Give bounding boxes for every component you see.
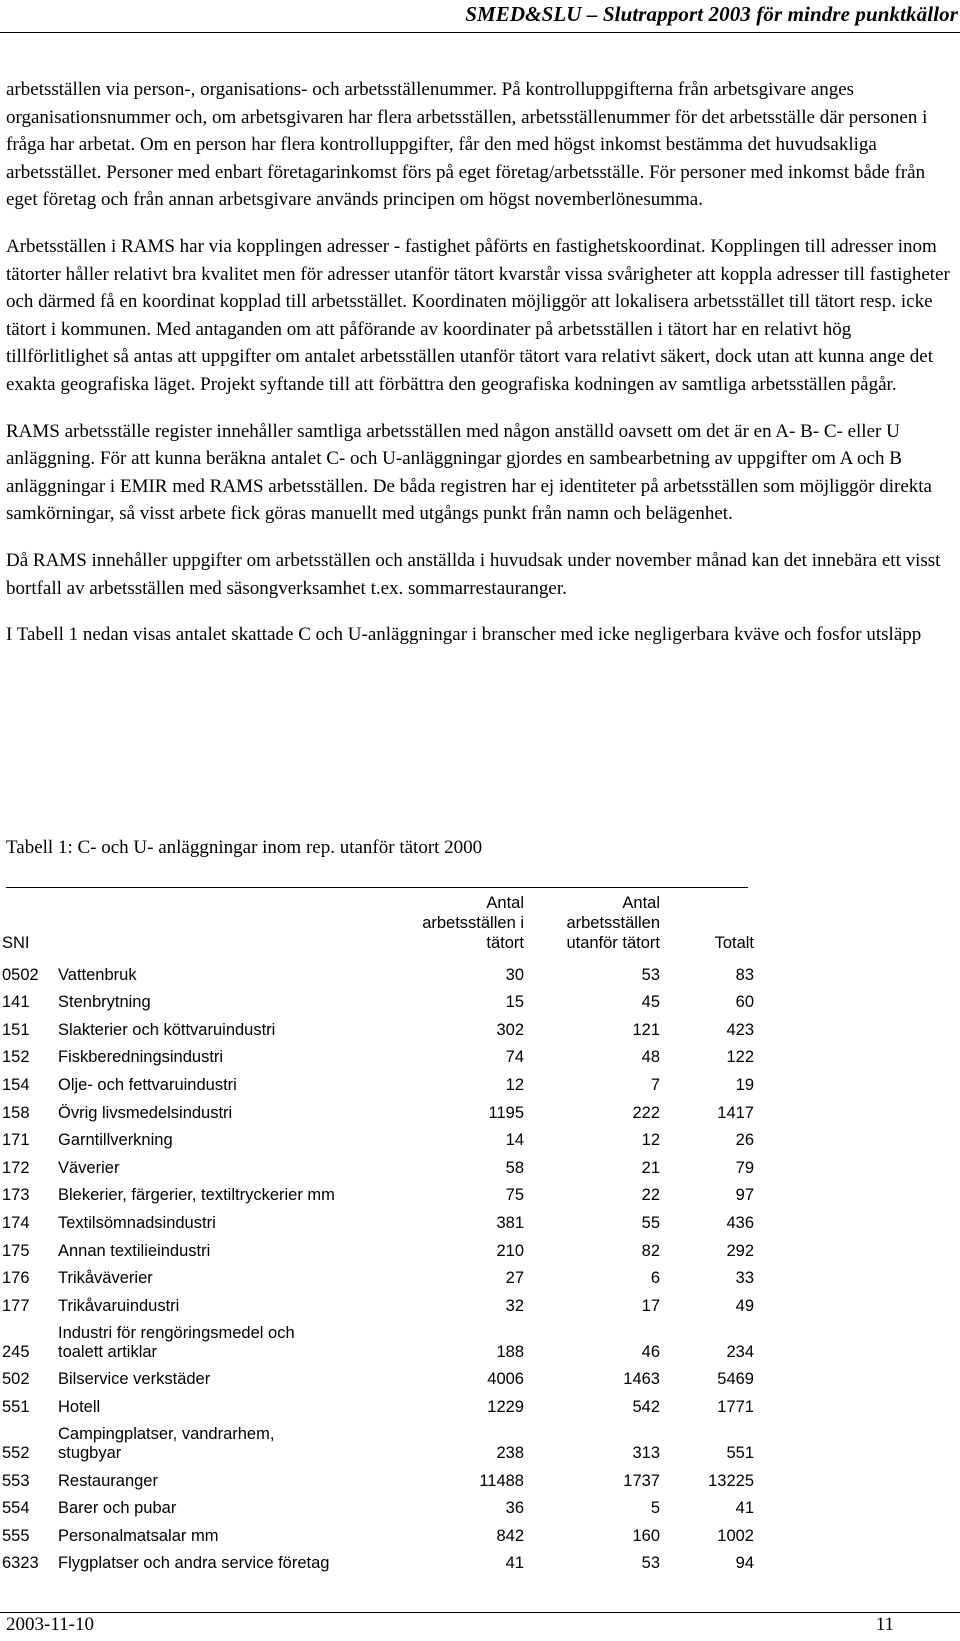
cell-total: 13225 <box>708 1471 754 1490</box>
cell-out: 22 <box>641 1186 660 1205</box>
cell-in: 32 <box>505 1296 524 1315</box>
paragraph-5: I Tabell 1 nedan visas antalet skattade C och U-anläggningar i branscher med icke negligerbara kväve och fosfor utsläpp <box>6 624 922 646</box>
cell-sni: 154 <box>2 1075 30 1094</box>
cell-sni: 502 <box>2 1370 30 1389</box>
table-row <box>2 1362 754 1390</box>
cell-out: 55 <box>641 1213 660 1232</box>
cell-in: 12 <box>505 1075 524 1094</box>
table-row <box>2 1205 754 1233</box>
cell-sni: 0502 <box>2 965 39 984</box>
header-out-line1: Antal <box>622 894 660 912</box>
cell-sni: 553 <box>2 1471 30 1490</box>
cell-sni: 551 <box>2 1397 30 1416</box>
cell-sni: 158 <box>2 1103 30 1122</box>
cell-in: 14 <box>505 1131 524 1150</box>
cell-name-line1: Industri för rengöringsmedel och <box>58 1323 295 1342</box>
cell-out: 5 <box>650 1499 660 1518</box>
cell-out: 6 <box>650 1269 660 1288</box>
cell-sni: 141 <box>2 993 30 1012</box>
table-row <box>2 1123 754 1151</box>
cell-total: 26 <box>735 1131 754 1150</box>
table-header-row <box>2 891 754 957</box>
cell-total: 292 <box>726 1241 754 1260</box>
header-in-line1: Antal <box>486 894 524 912</box>
cell-name <box>58 1316 408 1362</box>
cell-sni: 171 <box>2 1131 30 1150</box>
table-row <box>2 1095 754 1123</box>
cell-in: 210 <box>496 1241 524 1260</box>
cell-sni: 172 <box>2 1158 30 1177</box>
cell-name <box>58 1417 408 1463</box>
cell-sni: 175 <box>2 1241 30 1260</box>
cell-name: Fiskberedningsindustri <box>58 1048 224 1067</box>
cell-name: Garntillverkning <box>58 1131 173 1150</box>
cell-out: 121 <box>632 1020 660 1039</box>
table-row <box>2 1261 754 1289</box>
header-name <box>58 891 408 957</box>
cell-total: 41 <box>735 1499 754 1518</box>
cell-name: Vattenbruk <box>58 965 137 984</box>
cell-in: 15 <box>505 993 524 1012</box>
cell-total: 122 <box>726 1048 754 1067</box>
cell-name-line2: toalett artiklar <box>58 1342 158 1361</box>
cell-in: 302 <box>496 1020 524 1039</box>
cell-in: 188 <box>496 1342 524 1361</box>
cell-total: 79 <box>735 1158 754 1177</box>
body-text <box>6 76 956 668</box>
table-row <box>2 1546 754 1574</box>
table-row <box>2 1518 754 1546</box>
cell-total: 83 <box>735 965 754 984</box>
cell-out: 1463 <box>623 1370 660 1389</box>
cell-in: 4006 <box>487 1370 524 1389</box>
cell-name: Bilservice verkstäder <box>58 1370 211 1389</box>
header-out-line3: utanför tätort <box>566 934 660 952</box>
cell-total: 19 <box>735 1075 754 1094</box>
table-row <box>2 957 754 985</box>
table-row <box>2 1491 754 1519</box>
cell-in: 1229 <box>487 1397 524 1416</box>
cell-total: 551 <box>726 1443 754 1462</box>
cell-out: 48 <box>641 1048 660 1067</box>
cell-total: 49 <box>735 1296 754 1315</box>
cell-sni: 177 <box>2 1296 30 1315</box>
cell-total: 1771 <box>717 1397 754 1416</box>
cell-in: 238 <box>496 1443 524 1462</box>
header-out-tatort <box>524 891 660 957</box>
cell-name: Blekerier, färgerier, textiltryckerier mm <box>58 1186 335 1205</box>
cell-name: Annan textilieindustri <box>58 1241 211 1260</box>
table-row <box>2 1316 754 1362</box>
running-header: SMED&SLU – Slutrapport 2003 för mindre punktkällor <box>465 2 958 26</box>
table-caption: Tabell 1: C- och U- anläggningar inom rep. utanför tätort 2000 <box>6 837 483 858</box>
paragraph-2: Arbetsställen i RAMS har via kopplingen adresser - fastighet påförts en fastighetskoordinat. Kopplingen till adresser inom tätorter håller relativt bra kvalitet men för adresser utanför tätort kvarstår vissa svårigheter att koppla adresser till fastigheter och därmed få en koordinat kopplad till arbetsstället. Koordinaten möjliggör att lokalisera arbetsstället till tätort resp. icke tätort i kommunen. Med antaganden om att påförande av koordinater på arbetsställen i tätort har en relativt hög tillförlitlighet så antas att uppgifter om antalet arbetsställen utanför tätort vara relativt säkert, dock utan att kunna ange det exakta geografiska läget. Projekt syftande till att förbättra den geografiska kodningen av samtliga arbetsställen pågår. <box>6 235 950 395</box>
cell-out: 313 <box>632 1443 660 1462</box>
cell-out: 21 <box>641 1158 660 1177</box>
table-row <box>2 1389 754 1417</box>
cell-total: 33 <box>735 1269 754 1288</box>
table-row <box>2 1463 754 1491</box>
table-row <box>2 1067 754 1095</box>
cell-name: Restauranger <box>58 1471 158 1490</box>
cell-total: 94 <box>735 1554 754 1573</box>
table-row <box>2 1150 754 1178</box>
cell-name: Trikåväverier <box>58 1269 153 1288</box>
cell-in: 41 <box>505 1554 524 1573</box>
cell-in: 30 <box>505 965 524 984</box>
cell-out: 45 <box>641 993 660 1012</box>
header-out-line2: arbetsställen <box>566 914 660 932</box>
cell-name: Hotell <box>58 1397 101 1416</box>
cell-out: 53 <box>641 1554 660 1573</box>
cell-out: 12 <box>641 1131 660 1150</box>
cell-name-line1: Campingplatser, vandrarhem, <box>58 1424 275 1443</box>
cell-sni: 173 <box>2 1186 30 1205</box>
cell-name: Flygplatser och andra service företag <box>58 1554 330 1573</box>
header-in-tatort <box>408 891 524 957</box>
cell-out: 17 <box>641 1296 660 1315</box>
cell-out: 82 <box>641 1241 660 1260</box>
cell-in: 75 <box>505 1186 524 1205</box>
cell-sni: 174 <box>2 1213 30 1232</box>
cell-total: 423 <box>726 1020 754 1039</box>
table-row <box>2 985 754 1013</box>
table-top-rule <box>6 887 748 888</box>
cell-name: Trikåvaruindustri <box>58 1296 180 1315</box>
cell-out: 7 <box>650 1075 660 1094</box>
cell-sni: 176 <box>2 1269 30 1288</box>
header-in-line2: arbetsställen i <box>422 914 524 932</box>
cell-name: Slakterier och köttvaruindustri <box>58 1020 276 1039</box>
cell-in: 1195 <box>488 1103 524 1122</box>
cell-in: 842 <box>496 1526 524 1545</box>
cell-in: 381 <box>496 1213 524 1232</box>
cell-name: Olje- och fettvaruindustri <box>58 1075 237 1094</box>
cell-name-line2: stugbyar <box>58 1443 122 1462</box>
cell-in: 36 <box>505 1499 524 1518</box>
footer-date: 2003-11-10 <box>6 1614 94 1635</box>
page-number: 11 <box>875 1614 894 1635</box>
footer-rule <box>0 1612 960 1613</box>
cell-in: 27 <box>505 1269 524 1288</box>
cell-name: Väverier <box>58 1158 120 1177</box>
cell-sni: 152 <box>2 1048 30 1067</box>
cell-name: Textilsömnadsindustri <box>58 1213 216 1232</box>
cell-out: 222 <box>632 1103 660 1122</box>
cell-name: Övrig livsmedelsindustri <box>58 1103 233 1122</box>
cell-name: Stenbrytning <box>58 993 151 1012</box>
cell-sni: 6323 <box>2 1554 39 1573</box>
cell-total: 97 <box>735 1186 754 1205</box>
cell-out: 160 <box>632 1526 660 1545</box>
cell-total: 5469 <box>717 1370 754 1389</box>
cell-sni: 552 <box>2 1443 30 1462</box>
paragraph-1: arbetsställen via person-, organisations- och arbetsställenummer. På kontrolluppgifterna från arbetsgivare anges organisationsnummer och, om arbetsgivaren har flera arbetsställen, arbetsställenummer för det arbetsställe där personen i fråga har arbetat. Om en person har flera kontrolluppgifter, får den med högst inkomst bestämma det huvudsakliga arbetsstället. Personer med enbart företagarinkomst förs på eget företag/arbetsställe. För personer med inkomst både från eget företag och från annan arbetsgivare används principen om högst novemberlönesumma. <box>6 79 928 211</box>
cell-total: 60 <box>735 993 754 1012</box>
cell-sni: 555 <box>2 1526 30 1545</box>
cell-total: 436 <box>726 1213 754 1232</box>
cell-out: 46 <box>641 1342 660 1361</box>
cell-in: 11488 <box>479 1471 524 1490</box>
paragraph-3: RAMS arbetsställe register innehåller samtliga arbetsställen med någon anställd oavsett om det är en A- B- C- eller U anläggning. För att kunna beräkna antalet C- och U-anläggningar gjordes en sambearbetning av uppgifter om A och B anläggningar i EMIR med RAMS arbetsställen. De båda registren har ej identiteter på arbetsställen som möjliggör direkta samkörningar, så visst arbete fick göras manuellt med utgångs punkt från namn och belägenhet. <box>6 420 932 525</box>
cell-name: Personalmatsalar mm <box>58 1526 219 1545</box>
table-row <box>2 1040 754 1068</box>
cell-sni: 151 <box>2 1020 30 1039</box>
cell-out: 542 <box>632 1397 660 1416</box>
header-in-line3: tätort <box>486 934 524 952</box>
cell-out: 1737 <box>623 1471 660 1490</box>
table-row <box>2 1178 754 1206</box>
header-sni: SNI <box>2 934 30 952</box>
header-rule <box>0 32 960 33</box>
table-row <box>2 1012 754 1040</box>
cell-total: 1002 <box>717 1526 754 1545</box>
table-row <box>2 1233 754 1261</box>
header-total: Totalt <box>714 934 754 952</box>
table-row <box>2 1417 754 1463</box>
paragraph-4: Då RAMS innehåller uppgifter om arbetsställen och anställda i huvudsak under november månad kan det innebära ett visst bortfall av arbetsställen med säsongverksamhet t.ex. sommarrestauranger. <box>6 549 941 599</box>
table-row <box>2 1288 754 1316</box>
cell-total: 234 <box>726 1342 754 1361</box>
cell-in: 74 <box>505 1048 524 1067</box>
data-table <box>2 891 754 1573</box>
cell-name: Barer och pubar <box>58 1499 177 1518</box>
cell-in: 58 <box>505 1158 524 1177</box>
cell-sni: 554 <box>2 1499 30 1518</box>
cell-total: 1417 <box>717 1103 754 1122</box>
cell-sni: 245 <box>2 1342 30 1361</box>
cell-out: 53 <box>641 965 660 984</box>
